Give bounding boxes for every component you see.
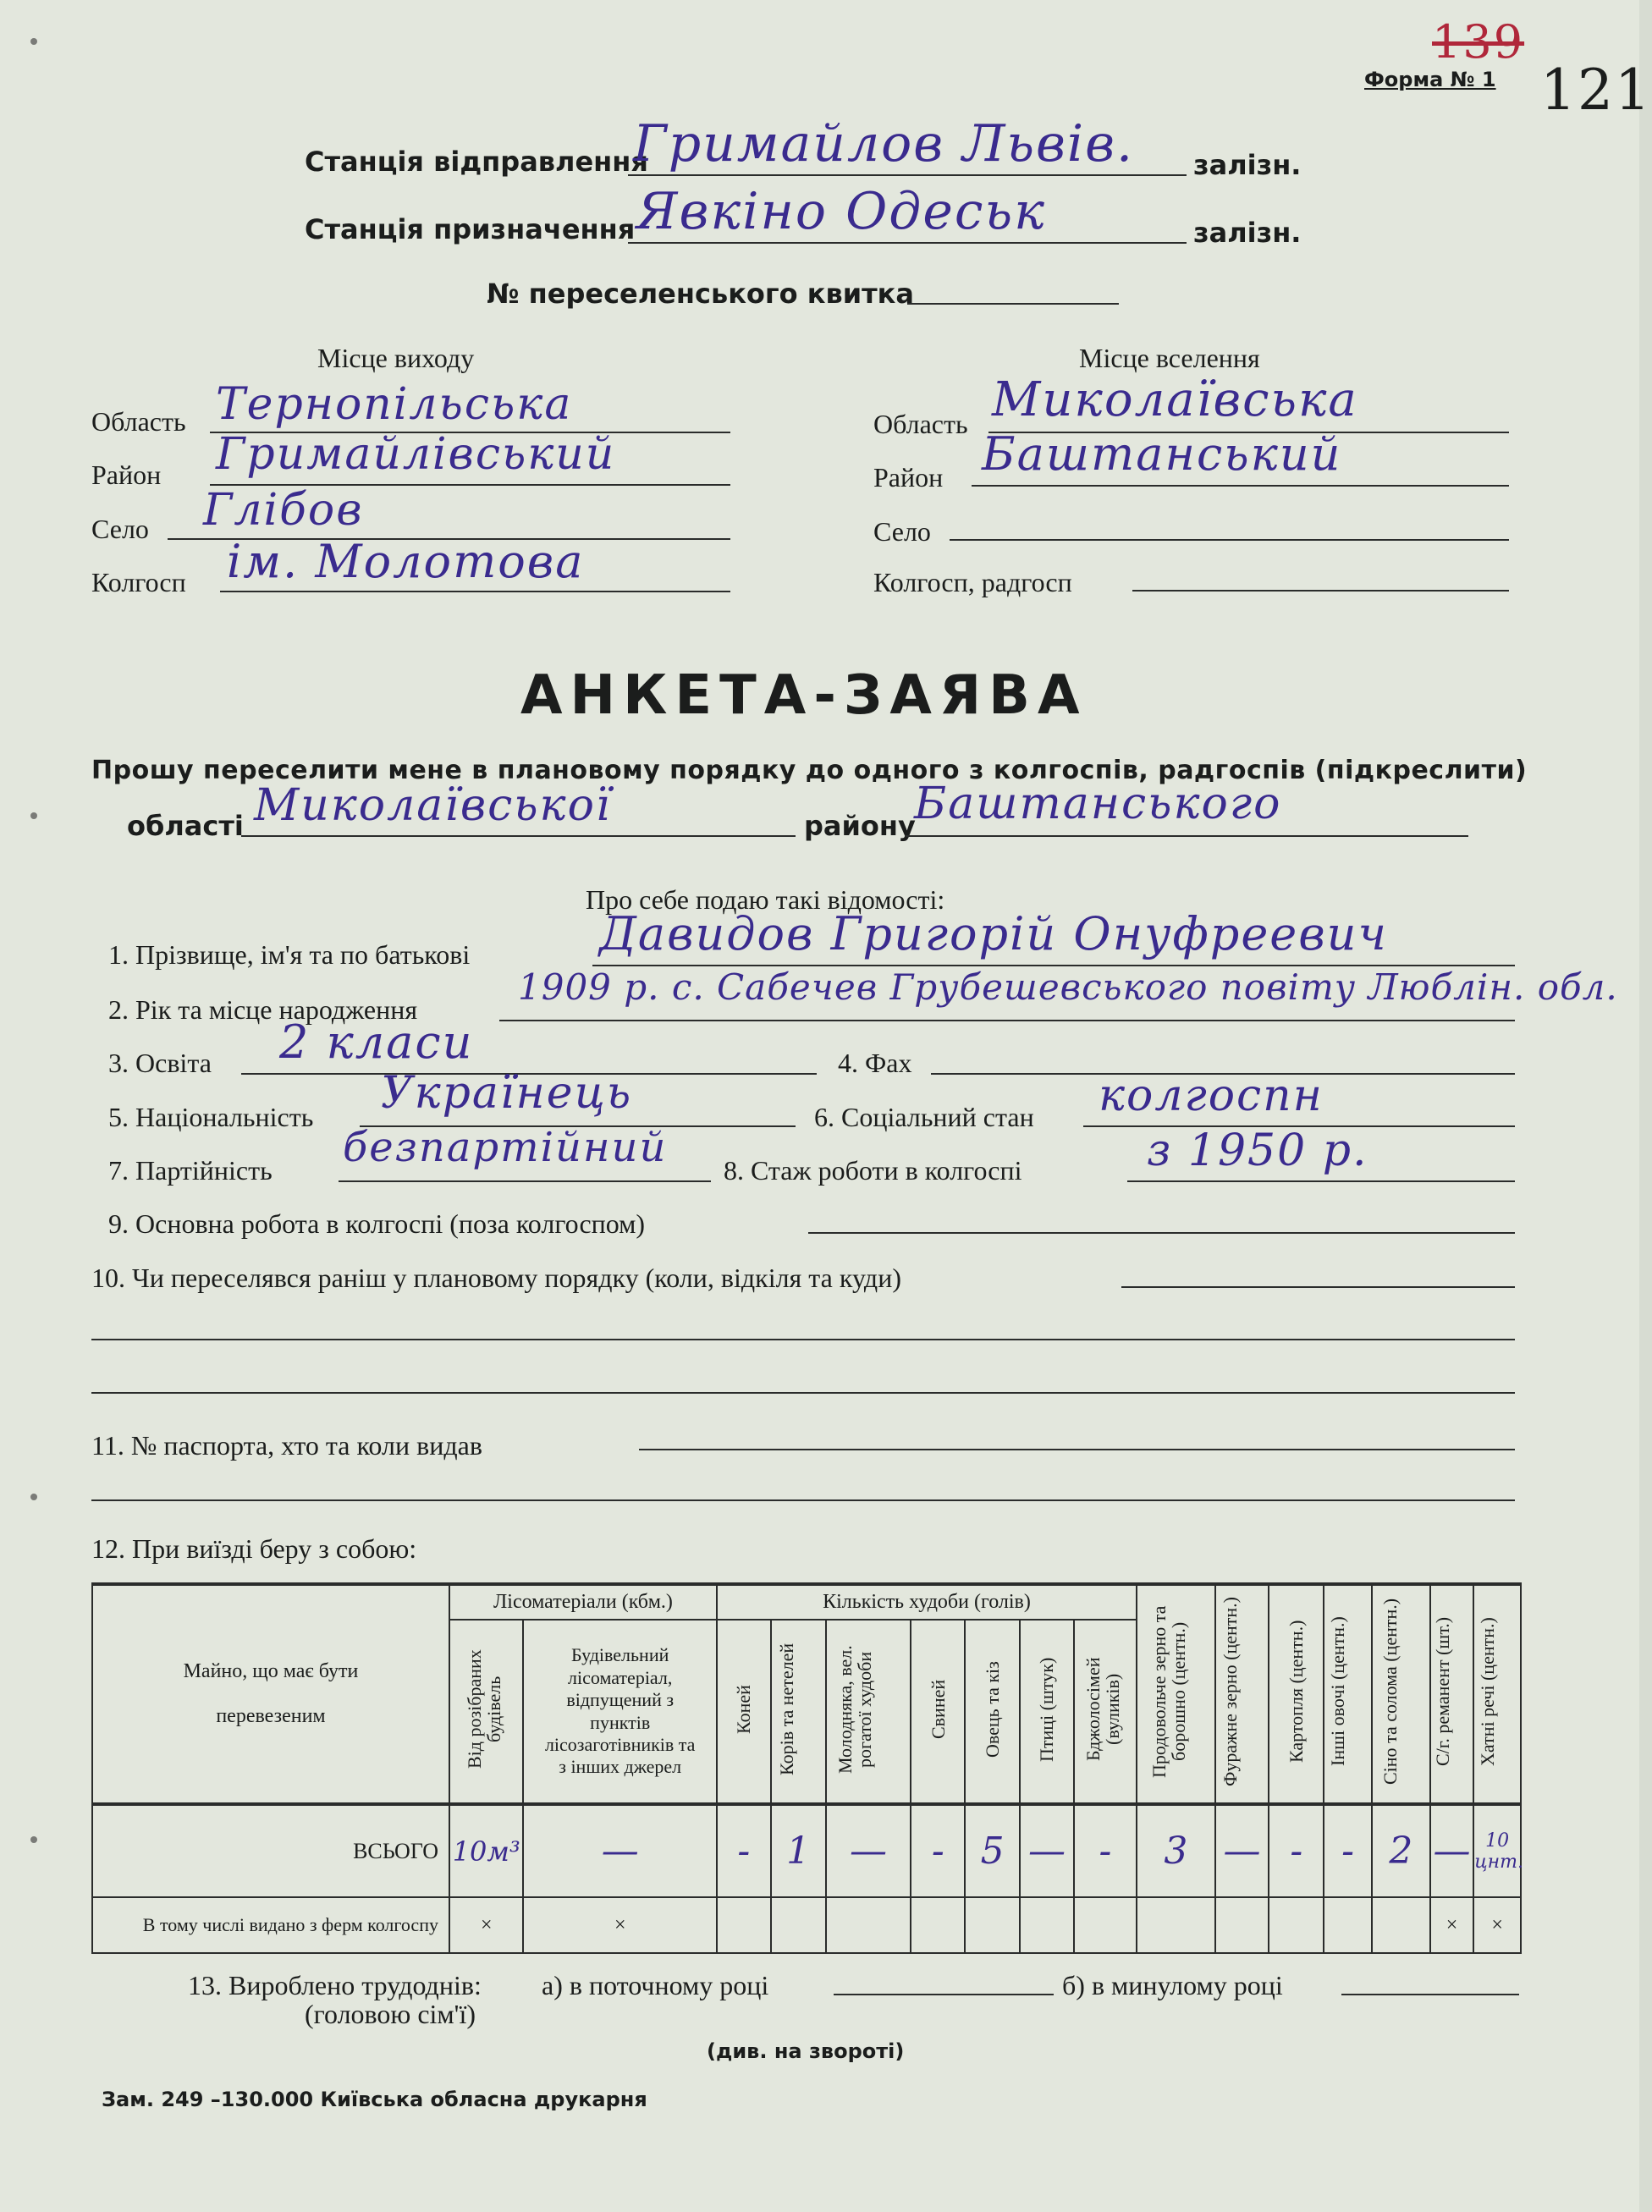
issued-cell [1137,1897,1215,1953]
q13-label: 13. Вироблено трудоднів: [188,1970,482,2000]
col-fodder-grain: Фуражне зерно (центн.) [1219,1597,1241,1786]
col-header [1020,1620,1074,1804]
request-oblast-line [241,835,796,837]
issued-row [92,1897,1521,1953]
col-bee-colonies: Бджолосімей (вуликів) [1082,1657,1124,1761]
issued-cell [911,1897,965,1953]
rail-suffix: залізн. [1193,149,1302,181]
col-header [449,1620,523,1804]
archive-number: 121 [1540,58,1652,123]
q10-line-3 [91,1392,1515,1394]
total-cell: - [911,1804,965,1897]
origin-oblast-label: Область [91,406,186,437]
q5-label: 5. Національність [108,1102,314,1132]
dest-kolhosp-line [1132,590,1509,592]
property-header: Майно, що має бути перевезеним [183,1660,359,1727]
destination-station-line [628,242,1187,244]
q10-label: 10. Чи переселявся раніш у плановому порядку (коли, відкіля та куди) [91,1263,901,1293]
total-cell: 3 [1137,1804,1215,1897]
destination-station-label: Станція призначення [305,213,636,245]
form-title: АНКЕТА-ЗАЯВА [520,664,1088,727]
q6-label: 6. Соціальний стан [814,1102,1034,1132]
total-cell: - [1324,1804,1372,1897]
settlement-heading: Місце вселення [1079,343,1260,373]
col-header [1372,1584,1430,1804]
q9-line [808,1232,1515,1234]
issued-cell [826,1897,911,1953]
archive-number-struck: 139 [1432,15,1525,69]
total-cell: 1 [771,1804,826,1897]
col-header [1430,1584,1473,1804]
request-raion-value: Баштанського [914,779,1282,829]
origin-kolhosp-label: Колгосп [91,567,186,597]
col-potatoes: Картопля (центн.) [1286,1620,1308,1764]
col-poultry: Птиці (штук) [1036,1656,1058,1762]
request-line: Прошу переселити мене в плановому порядку до одного з колгоспів, радгоспів (підкреслити) [91,756,1528,785]
col-header [1324,1584,1372,1804]
col-header [1473,1584,1521,1804]
q12-label: 12. При виїзді беру з собою: [91,1533,417,1564]
total-cell: — [1430,1804,1473,1897]
issued-cell [771,1897,826,1953]
q7-line [339,1180,711,1182]
q9-label: 9. Основна робота в колгоспі (поза колгоспом) [108,1208,646,1239]
issued-cell [1215,1897,1269,1953]
departure-station-value: Гримайлов Львів. [633,114,1135,173]
total-cell: — [1215,1804,1269,1897]
q5-value: Українець [381,1068,633,1119]
timber-group-header: Лісоматеріали (кбм.) [449,1584,717,1620]
q13-sub: (головою сім'ї) [305,1999,476,2029]
property-header-cell [92,1584,449,1804]
col-header [1269,1584,1324,1804]
dest-village-label: Село [873,516,931,547]
total-cell: 10 цнт. [1473,1804,1521,1897]
col-header [1215,1584,1269,1804]
q1-label: 1. Прізвище, ім'я та по батькові [108,939,471,970]
printer-imprint: Зам. 249 –130.000 Київська обласна друкарня [102,2088,647,2111]
departure-station-line [628,174,1187,176]
col-header [523,1620,716,1804]
form-number-label: Форма № 1 [1364,68,1496,91]
total-label: ВСЬОГО [92,1804,449,1897]
issued-cell [1324,1897,1372,1953]
issued-label: В тому числі видано з ферм колгоспу [92,1897,449,1953]
q8-value: з 1950 р. [1147,1125,1368,1176]
total-cell: 5 [965,1804,1020,1897]
issued-cell: × [1430,1897,1473,1953]
q6-value: колгоспн [1099,1070,1324,1121]
q8-label: 8. Стаж роботи в колгоспі [724,1155,1022,1186]
punch-mark [30,1494,37,1500]
issued-cell: × [449,1897,523,1953]
col-cows: Корів та нетелей [776,1642,798,1775]
col-header [826,1620,911,1804]
belongings-table [91,1582,1522,1954]
issued-cell: × [523,1897,716,1953]
origin-kolhosp-value: ім. Молотова [227,535,585,588]
dest-raion-label: Район [873,462,944,492]
origin-village-label: Село [91,514,149,544]
col-header [1074,1620,1137,1804]
info-intro: Про себе подаю такі відомості: [586,884,945,915]
q11-line [639,1449,1515,1450]
col-young-cattle: Молодняка, вел. рогатої худоби [834,1644,876,1774]
q4-label: 4. Фах [838,1048,912,1078]
col-other-vegetables: Інші овочі (центн.) [1326,1616,1348,1767]
origin-heading: Місце виходу [317,343,475,373]
q7-label: 7. Партійність [108,1155,273,1186]
issued-cell: × [1473,1897,1521,1953]
dest-raion-line [972,485,1509,487]
see-reverse-note: (див. на звороті) [707,2039,905,2063]
issued-cell [1269,1897,1324,1953]
destination-station-value: Явкіно Одеськ [636,182,1046,241]
total-cell: — [523,1804,716,1897]
total-cell: - [717,1804,771,1897]
col-food-grain: Продовольче зерно та борошно (центн.) [1148,1605,1190,1778]
q11-line-2 [91,1499,1515,1501]
resettlement-ticket-label: № переселенського квитка [487,278,914,310]
q2-value: 1909 р. с. Сабечев Грубешевського повіту Люблін. обл. [518,966,1618,1008]
col-header [717,1620,771,1804]
total-cell: 2 [1372,1804,1430,1897]
q3-label: 3. Освіта [108,1048,212,1078]
col-pigs: Свиней [927,1679,949,1739]
q11-label: 11. № паспорта, хто та коли видав [91,1430,482,1461]
departure-station-label: Станція відправлення [305,146,648,178]
q7-value: безпартійний [343,1124,668,1171]
request-raion-label: району [804,810,916,842]
issued-cell [1020,1897,1074,1953]
livestock-group-header: Кількість худоби (голів) [717,1584,1137,1620]
request-raion-line [906,835,1468,837]
dest-village-line [950,539,1509,541]
issued-cell [1074,1897,1137,1953]
origin-oblast-value: Тернопільська [216,379,573,430]
origin-village-value: Глібов [203,485,364,536]
col-header [911,1620,965,1804]
col-household-items: Хатні речі (центн.) [1477,1617,1499,1766]
request-oblast-label: області [127,810,244,842]
col-header [771,1620,826,1804]
q13-current-year: а) в поточному році [542,1970,769,2000]
resettlement-ticket-line [907,303,1119,305]
rail-suffix: залізн. [1193,217,1302,249]
total-cell: - [1074,1804,1137,1897]
q3-value: 2 класи [279,1015,474,1069]
col-farm-tools: С/г. реманент (шт.) [1431,1616,1453,1767]
total-row [92,1804,1521,1897]
total-cell: - [1269,1804,1324,1897]
dest-oblast-value: Миколаївська [992,372,1358,427]
q13-current-line [834,1994,1054,1995]
origin-raion-label: Район [91,459,162,490]
q2-label: 2. Рік та місце народження [108,994,418,1025]
punch-mark [30,1836,37,1843]
col-sheep-goats: Овець та кіз [982,1660,1004,1758]
dest-kolhosp-label: Колгосп, радгосп [873,567,1072,597]
col-header [1137,1584,1215,1804]
col-dismantled-buildings: Від розібраних будівель [463,1649,504,1769]
q2-line [499,1020,1515,1021]
q13-last-year: б) в минулому році [1062,1970,1283,2000]
issued-cell [717,1897,771,1953]
col-hay-straw: Сіно та солома (центн.) [1379,1598,1401,1786]
q1-value: Давидов Григорій Онуфреевич [599,907,1389,960]
dest-raion-value: Баштанський [982,427,1342,481]
col-header [965,1620,1020,1804]
punch-mark [30,812,37,819]
total-cell: — [826,1804,911,1897]
col-building-timber: Будівельний лісоматеріал, відпущений з пунктів лісозаготівників та з інших джерел [544,1644,696,1778]
total-cell: — [1020,1804,1074,1897]
origin-kolhosp-line [220,591,730,592]
col-horses: Коней [733,1684,755,1734]
issued-cell [965,1897,1020,1953]
q10-line [1121,1286,1515,1288]
q13-last-line [1341,1994,1519,1995]
q8-line [1127,1180,1515,1182]
punch-mark [30,38,37,45]
issued-cell [1372,1897,1430,1953]
request-oblast-value: Миколаївської [254,780,612,831]
total-cell: 10м³ [449,1804,523,1897]
dest-oblast-label: Область [873,409,968,439]
origin-raion-value: Гримайлівський [216,429,616,480]
q10-line-2 [91,1339,1515,1340]
